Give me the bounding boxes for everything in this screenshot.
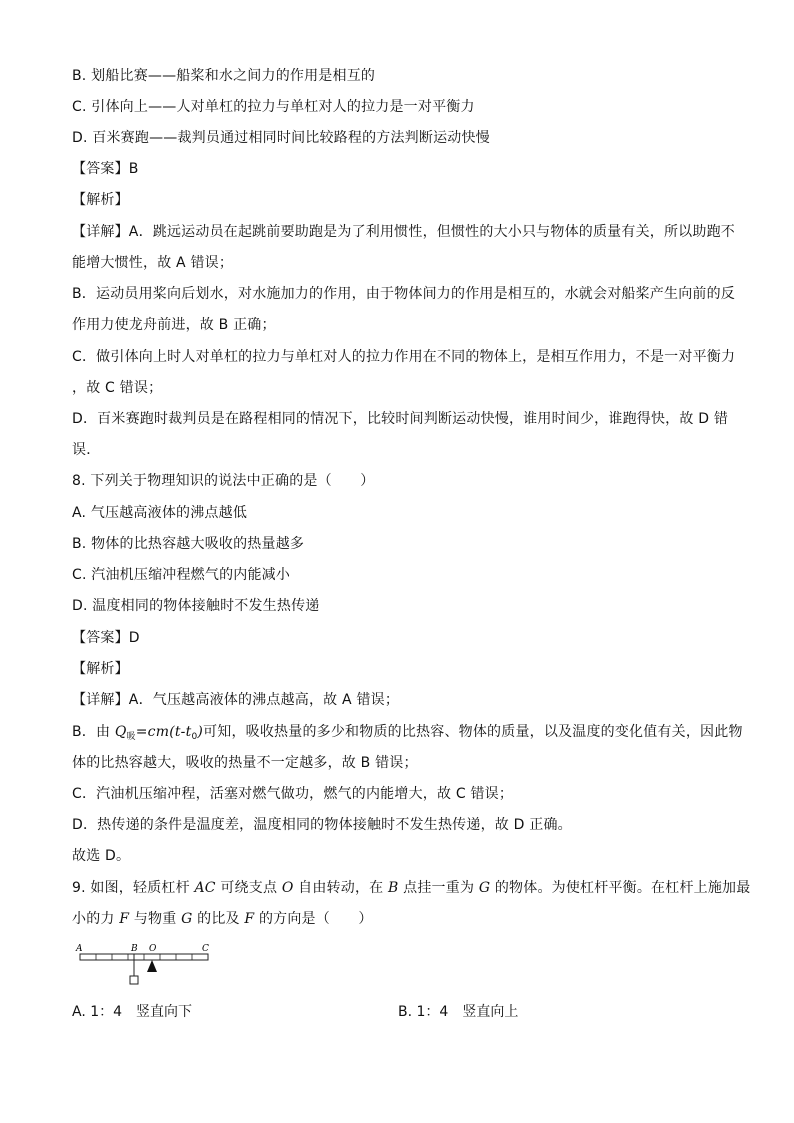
q9-var-f: F: [119, 911, 130, 927]
q9-var-o: O: [281, 880, 294, 896]
q7-detail-line-4: 作用力使龙舟前进，故 B 正确；: [72, 317, 276, 333]
q7-detail-line-3: B．运动员用桨向后划水，对水施加力的作用，由于物体间力的作用是相互的，水就会对船桨产生向前的反: [72, 286, 736, 302]
q9-option-b: B. 1：4 竖直向上: [398, 1004, 519, 1020]
q8-stem: 8. 下列关于物理知识的说法中正确的是（ ）: [72, 473, 375, 489]
q9-stem-2-text-b: 与物重: [129, 911, 182, 927]
q7-detail-line-1: 【详解】A．跳远运动员在起跳前要助跑是为了利用惯性，但惯性的大小只与物体的质量有关，所以助跑不: [72, 224, 735, 240]
q9-stem-1-text-e: 的物体。为使杠杆平衡。在杠杆上施加最: [490, 880, 751, 896]
q8-analysis-heading: 【解析】: [72, 661, 129, 677]
q8-option-b: B. 物体的比热容越大吸收的热量越多: [72, 536, 305, 552]
q7-detail-line-5: C．做引体向上时人对单杠的拉力与单杠对人的拉力作用在不同的物体上，是相互作用力，不是一对平衡力: [72, 349, 736, 365]
q8-option-d: D. 温度相同的物体接触时不发生热传递: [72, 598, 320, 614]
q9-stem-1-text-d: 点挂一重为: [398, 880, 479, 896]
q9-var-f-2: F: [244, 911, 255, 927]
lever-label-o: O: [149, 944, 157, 954]
q9-var-g: G: [478, 880, 491, 896]
q8-detail-line-3: 体的比热容越大，吸收的热量不一定越多，故 B 错误；: [72, 755, 418, 771]
lever-label-c: C: [202, 944, 209, 954]
q7-answer: 【答案】B: [72, 161, 139, 177]
q7-detail-line-8: 误．: [72, 442, 101, 458]
q9-stem-2-text-c: 的比及: [192, 911, 245, 927]
q9-stem-2-text-d: 的方向是（ ）: [254, 911, 373, 927]
q8-option-a: A. 气压越高液体的沸点越低: [72, 505, 248, 521]
q9-var-ac: AC: [194, 880, 216, 896]
q8-detail-2-prefix: B．由: [72, 724, 115, 740]
q8-conclusion: 故选 D。: [72, 848, 131, 864]
fulcrum-triangle: [147, 960, 157, 972]
hanging-weight: [130, 976, 138, 984]
q8-detail-line-2: [72, 722, 743, 747]
q9-option-a: A. 1：4 竖直向下: [72, 1004, 193, 1020]
lever-label-b: B: [131, 944, 138, 954]
q8-detail-line-5: D．热传递的条件是温度差，温度相同的物体接触时不发生热传递，故 D 正确。: [72, 817, 572, 833]
formula-q-subscript: 吸: [126, 732, 136, 742]
q8-detail-line-4: C．汽油机压缩冲程，活塞对燃气做功，燃气的内能增大，故 C 错误；: [72, 786, 514, 802]
q8-answer: 【答案】D: [72, 630, 140, 646]
q7-detail-line-2: 能增大惯性，故 A 错误；: [72, 255, 234, 271]
q8-detail-line-1: 【详解】A．气压越高液体的沸点越高，故 A 错误；: [72, 692, 400, 708]
q9-var-g-2: G: [181, 911, 193, 927]
q8-option-c: C. 汽油机压缩冲程燃气的内能减小: [72, 567, 291, 583]
q7-detail-line-6: ，故 C 错误；: [72, 380, 163, 396]
q7-detail-line-7: D．百米赛跑时裁判员是在路程相同的情况下，比较时间判断运动快慢，谁用时间少，谁跑得快，故 D 错: [72, 411, 729, 427]
q9-stem-1-text-b: 可绕支点: [215, 880, 282, 896]
q8-detail-2-suffix: 可知，吸收热量的多少和物质的比热容、物体的质量，以及温度的变化值有关，因此物: [203, 724, 743, 740]
formula-close: ): [197, 724, 204, 740]
q9-stem-2-text-a: 小的力: [72, 911, 120, 927]
q7-analysis-heading: 【解析】: [72, 192, 129, 208]
q9-stem-1-text-c: 自由转动，在: [293, 880, 388, 896]
q7-option-b: B. 划船比赛——船桨和水之间力的作用是相互的: [72, 68, 376, 84]
lever-label-a: A: [76, 944, 83, 954]
formula-q: Q: [114, 724, 127, 740]
formula-body: =cm(t-t: [135, 724, 192, 740]
q9-stem-line-2: [72, 909, 732, 929]
q9-var-b: B: [388, 880, 399, 896]
lever-diagram: [74, 938, 224, 990]
q7-option-c: C. 引体向上——人对单杠的拉力与单杠对人的拉力是一对平衡力: [72, 99, 475, 115]
q7-option-d: D. 百米赛跑——裁判员通过相同时间比较路程的方法判断运动快慢: [72, 130, 490, 146]
formula-t0-subscript: 0: [191, 732, 198, 742]
q9-stem-1-text-a: 9. 如图，轻质杠杆: [72, 880, 195, 896]
q9-stem-line-1: [72, 878, 751, 898]
